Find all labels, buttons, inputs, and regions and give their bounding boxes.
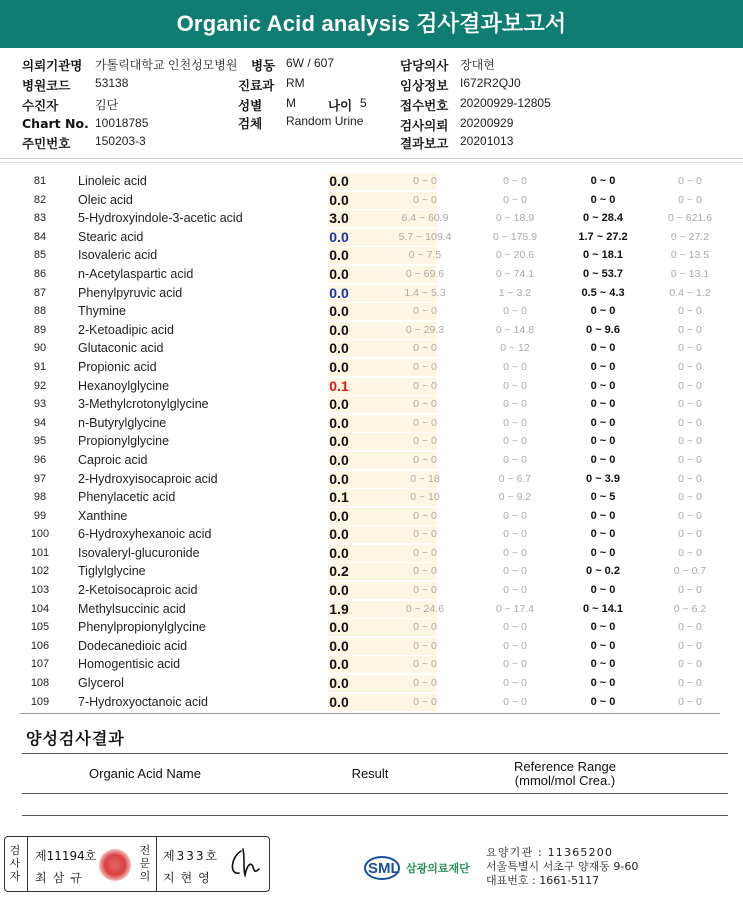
row-number: 105 bbox=[30, 621, 50, 634]
table-rule bbox=[22, 815, 728, 816]
reference-range-2: 0 ~ 0 bbox=[503, 193, 527, 206]
acid-result: 0.0 bbox=[329, 526, 349, 543]
reference-range-4: 0 ~ 0 bbox=[678, 379, 702, 392]
reference-range-2: 0 ~ 0 bbox=[503, 175, 527, 187]
acid-result: 0.0 bbox=[329, 284, 349, 301]
table-row bbox=[20, 377, 743, 396]
reference-range-4: 0 ~ 0 bbox=[678, 435, 702, 448]
reference-range-1: 0 ~ 0 bbox=[413, 677, 437, 690]
reference-range-3: 0 ~ 5 bbox=[590, 491, 616, 504]
row-number: 81 bbox=[33, 175, 47, 187]
reference-range-4: 0 ~ 13.1 bbox=[670, 267, 710, 280]
table-row bbox=[20, 172, 743, 191]
acid-name: Caproic acid bbox=[78, 452, 148, 467]
table-row bbox=[20, 637, 743, 656]
reception-label: 접수번호 bbox=[400, 98, 449, 113]
reference-range-2: 0 ~ 0 bbox=[503, 677, 527, 690]
reference-range-4: 0 ~ 0.7 bbox=[673, 565, 707, 578]
reference-range-3: 0 ~ 0 bbox=[590, 435, 616, 448]
table-row bbox=[20, 358, 743, 377]
col-header-name: Organic Acid Name bbox=[89, 766, 201, 781]
row-number: 93 bbox=[33, 398, 47, 411]
reference-range-1: 0 ~ 10 bbox=[410, 491, 440, 504]
reference-range-2: 0 ~ 18.9 bbox=[495, 212, 535, 225]
row-number: 107 bbox=[30, 658, 50, 671]
ward-label: 병동 bbox=[251, 58, 276, 73]
reference-range-1: 5.7 ~ 109.4 bbox=[398, 230, 452, 243]
acid-result: 0.0 bbox=[329, 265, 349, 282]
reference-range-2: 0 ~ 0 bbox=[503, 379, 527, 392]
reference-range-2: 0 ~ 12 bbox=[500, 342, 530, 355]
row-number: 97 bbox=[33, 472, 47, 485]
acid-result: 0.0 bbox=[329, 303, 349, 320]
acid-name: 2-Ketoisocaproic acid bbox=[78, 583, 198, 598]
reference-range-2: 0 ~ 14.8 bbox=[495, 323, 535, 336]
reference-range-3: 0 ~ 3.9 bbox=[586, 472, 620, 485]
row-number: 89 bbox=[33, 323, 47, 336]
reference-range-4: 0 ~ 0 bbox=[678, 453, 702, 466]
reference-range-3: 0 ~ 0 bbox=[590, 509, 616, 522]
acid-name: 6-Hydroxyhexanoic acid bbox=[78, 527, 212, 542]
table-row bbox=[20, 507, 743, 526]
institution-value: 가톨릭대학교 인천성모병원 bbox=[95, 58, 238, 72]
acid-name: Phenylpyruvic acid bbox=[78, 285, 183, 300]
reference-range-1: 0 ~ 0 bbox=[413, 695, 437, 708]
reference-range-3: 0 ~ 0 bbox=[590, 658, 616, 671]
reference-range-2: 0 ~ 74.1 bbox=[495, 267, 535, 280]
hospital-code-value: 53138 bbox=[95, 76, 129, 90]
department-label: 진료과 bbox=[238, 78, 275, 93]
acid-name: Dodecanedioic acid bbox=[78, 638, 188, 653]
reference-range-2: 0 ~ 0 bbox=[503, 621, 527, 634]
table-row bbox=[20, 600, 743, 619]
age-value: 5 bbox=[360, 96, 367, 110]
reference-range-3: 0 ~ 53.7 bbox=[582, 267, 624, 280]
col-header-reference-line1: Reference Range bbox=[514, 759, 616, 774]
chart-no-label: Chart No. bbox=[22, 116, 89, 131]
reference-range-1: 0 ~ 0 bbox=[413, 565, 437, 578]
reference-range-4: 0 ~ 0 bbox=[678, 509, 702, 522]
reception-value: 20200929-12805 bbox=[460, 96, 551, 110]
col-header-reference bbox=[490, 760, 640, 788]
acid-name: n-Acetylaspartic acid bbox=[78, 266, 194, 281]
acid-result: 0.0 bbox=[329, 173, 349, 189]
acid-name: Thymine bbox=[78, 304, 126, 319]
signature-icon bbox=[227, 845, 263, 881]
acid-result: 0.1 bbox=[329, 377, 349, 394]
reference-range-4: 0 ~ 0 bbox=[678, 546, 702, 559]
reference-range-2: 0 ~ 0 bbox=[503, 546, 527, 559]
col-header-result: Result bbox=[351, 766, 389, 781]
reference-range-4: 0 ~ 0 bbox=[678, 658, 702, 671]
report-title: Organic Acid analysis 검사결과보고서 bbox=[176, 11, 567, 36]
patient-info bbox=[0, 56, 743, 156]
acid-result: 0.0 bbox=[329, 358, 349, 375]
signature-box bbox=[4, 836, 270, 892]
hospital-code-label: 병원코드 bbox=[22, 78, 71, 93]
org-contact bbox=[486, 846, 638, 888]
tester-name: 최삼규 bbox=[35, 871, 88, 885]
acid-name: Oleic acid bbox=[78, 192, 133, 207]
doctor-label: 담당의사 bbox=[400, 58, 449, 73]
reference-range-4: 0 ~ 0 bbox=[678, 472, 702, 485]
row-number: 109 bbox=[30, 695, 50, 708]
table-row bbox=[20, 302, 743, 321]
reference-range-4: 0 ~ 0 bbox=[678, 342, 702, 355]
table-row bbox=[20, 209, 743, 228]
reference-range-3: 0 ~ 28.4 bbox=[582, 212, 624, 225]
reference-range-4: 0 ~ 0 bbox=[678, 398, 702, 411]
reference-range-2: 0 ~ 20.6 bbox=[495, 249, 535, 262]
reference-range-3: 0 ~ 18.1 bbox=[582, 249, 624, 262]
reference-range-1: 0 ~ 0 bbox=[413, 193, 437, 206]
row-number: 86 bbox=[33, 267, 47, 280]
reference-range-4: 0 ~ 0 bbox=[678, 528, 702, 541]
reference-range-1: 0 ~ 0 bbox=[413, 398, 437, 411]
specimen-label: 검체 bbox=[238, 116, 263, 131]
row-number: 90 bbox=[33, 342, 47, 355]
table-row bbox=[20, 581, 743, 600]
reference-range-4: 0 ~ 621.6 bbox=[667, 212, 713, 225]
acid-result: 0.1 bbox=[329, 489, 349, 506]
acid-result: 0.0 bbox=[329, 656, 349, 673]
reference-range-1: 0 ~ 7.5 bbox=[408, 249, 442, 262]
reference-range-4: 0 ~ 6.2 bbox=[673, 602, 707, 615]
reference-range-1: 0 ~ 0 bbox=[413, 509, 437, 522]
tester-license-no: 제11194호 bbox=[35, 849, 97, 863]
reference-range-1: 0 ~ 0 bbox=[413, 435, 437, 448]
table-row bbox=[20, 562, 743, 581]
age-label: 나이 bbox=[328, 98, 353, 113]
row-number: 96 bbox=[33, 453, 47, 466]
table-row bbox=[20, 488, 743, 507]
acid-name: Propionic acid bbox=[78, 359, 157, 374]
acid-result: 0.0 bbox=[329, 507, 349, 524]
row-number: 102 bbox=[30, 565, 50, 578]
table-row bbox=[20, 246, 743, 265]
table-row bbox=[20, 414, 743, 433]
reference-range-2: 0 ~ 0 bbox=[503, 528, 527, 541]
table-row bbox=[20, 618, 743, 637]
reference-range-4: 0 ~ 0 bbox=[678, 695, 702, 708]
acid-result: 1.9 bbox=[329, 600, 349, 617]
reference-range-4: 0 ~ 0 bbox=[678, 323, 702, 336]
reference-range-2: 0 ~ 0 bbox=[503, 305, 527, 318]
reference-range-1: 0 ~ 0 bbox=[413, 453, 437, 466]
row-number: 87 bbox=[33, 286, 47, 299]
acid-result: 0.0 bbox=[329, 191, 349, 208]
acid-result: 0.0 bbox=[329, 247, 349, 264]
org-code: 요양기관 : 11365200 bbox=[486, 846, 614, 859]
department-value: RM bbox=[286, 76, 305, 90]
acid-name: 3-Methylcrotonylglycine bbox=[78, 397, 209, 412]
reference-range-4: 0 ~ 0 bbox=[678, 677, 702, 690]
col-header-reference-line2: (mmol/mol Crea.) bbox=[514, 773, 616, 788]
acid-name: Phenylacetic acid bbox=[78, 490, 176, 505]
reference-range-1: 0 ~ 0 bbox=[413, 175, 437, 187]
tester-label: 검 사 자 bbox=[9, 844, 21, 883]
acid-result: 0.0 bbox=[329, 637, 349, 654]
reference-range-3: 0 ~ 0 bbox=[590, 398, 616, 411]
acid-name: 2-Ketoadipic acid bbox=[78, 322, 174, 337]
reference-range-3: 0 ~ 0 bbox=[590, 528, 616, 541]
report-date-value: 20201013 bbox=[460, 134, 514, 148]
org-logo-text: SML bbox=[368, 860, 400, 877]
table-row bbox=[20, 432, 743, 451]
acid-result: 3.0 bbox=[329, 210, 349, 227]
row-number: 101 bbox=[30, 546, 50, 559]
reference-range-3: 0 ~ 0 bbox=[590, 416, 616, 429]
org-phone: 대표번호 : 1661-5117 bbox=[486, 874, 600, 887]
acid-name: Methylsuccinic acid bbox=[78, 601, 186, 616]
acid-result: 0.0 bbox=[329, 619, 349, 636]
acid-name: 2-Hydroxyisocaproic acid bbox=[78, 471, 218, 486]
reference-range-4: 0 ~ 0 bbox=[678, 639, 702, 652]
ward-value: 6W / 607 bbox=[286, 56, 335, 70]
reference-range-2: 0 ~ 0 bbox=[503, 509, 527, 522]
reference-range-3: 0 ~ 0 bbox=[590, 639, 616, 652]
row-number: 108 bbox=[30, 677, 50, 690]
reference-range-1: 0 ~ 0 bbox=[413, 546, 437, 559]
row-number: 84 bbox=[33, 230, 47, 243]
table-row bbox=[20, 693, 743, 712]
clinical-value: I672R2QJ0 bbox=[460, 76, 521, 90]
acid-result: 0.0 bbox=[329, 470, 349, 487]
chart-no-value: 10018785 bbox=[95, 116, 149, 130]
reference-range-2: 0 ~ 17.4 bbox=[495, 602, 535, 615]
reference-range-3: 0 ~ 0 bbox=[590, 379, 616, 392]
request-label: 검사의뢰 bbox=[400, 118, 449, 133]
acid-name: Glutaconic acid bbox=[78, 341, 164, 356]
reference-range-4: 0 ~ 27.2 bbox=[670, 230, 710, 243]
acid-name: Hexanoylglycine bbox=[78, 378, 170, 393]
approver-label: 전 문 의 bbox=[139, 844, 151, 883]
acid-result: 0.0 bbox=[329, 228, 349, 245]
reference-range-3: 0 ~ 0 bbox=[590, 193, 616, 206]
request-value: 20200929 bbox=[460, 116, 514, 130]
reference-range-4: 0 ~ 0 bbox=[678, 305, 702, 318]
seal-stamp-icon bbox=[99, 849, 131, 881]
table-row bbox=[20, 191, 743, 210]
acid-name: Glycerol bbox=[78, 676, 124, 691]
acid-result: 0.0 bbox=[329, 414, 349, 431]
reference-range-3: 0 ~ 0 bbox=[590, 695, 616, 708]
report-header bbox=[0, 0, 743, 48]
patient-value: 김단 bbox=[95, 98, 119, 112]
positive-results-title: 양성검사결과 bbox=[26, 729, 125, 748]
report-date-label: 결과보고 bbox=[400, 136, 449, 151]
divider bbox=[156, 837, 157, 891]
reference-range-2: 0 ~ 0 bbox=[503, 584, 527, 597]
acid-name: Phenylpropionylglycine bbox=[78, 620, 206, 635]
reference-range-1: 0 ~ 0 bbox=[413, 584, 437, 597]
approver-license-no: 제333호 bbox=[163, 849, 220, 863]
reference-range-2: 0 ~ 175.9 bbox=[492, 230, 538, 243]
acid-result: 0.0 bbox=[329, 451, 349, 468]
table-row bbox=[20, 544, 743, 563]
table-row bbox=[20, 470, 743, 489]
row-number: 91 bbox=[33, 360, 47, 373]
table-row bbox=[20, 284, 743, 303]
reference-range-1: 0 ~ 0 bbox=[413, 528, 437, 541]
row-number: 103 bbox=[30, 584, 50, 597]
reference-range-1: 0 ~ 0 bbox=[413, 658, 437, 671]
reference-range-3: 0 ~ 0 bbox=[590, 305, 616, 318]
acid-result: 0.0 bbox=[329, 675, 349, 692]
specimen-value: Random Urine bbox=[286, 114, 364, 128]
table-row bbox=[20, 525, 743, 544]
reference-range-3: 0 ~ 0 bbox=[590, 175, 616, 187]
reference-range-1: 0 ~ 0 bbox=[413, 360, 437, 373]
acid-result: 0.0 bbox=[329, 321, 349, 338]
table-row bbox=[20, 395, 743, 414]
reference-range-1: 0 ~ 0 bbox=[413, 621, 437, 634]
acid-result: 0.0 bbox=[329, 433, 349, 450]
reference-range-4: 0 ~ 0 bbox=[678, 416, 702, 429]
reference-range-2: 0 ~ 9.2 bbox=[498, 491, 532, 504]
row-number: 98 bbox=[33, 491, 47, 504]
acid-name: 7-Hydroxyoctanoic acid bbox=[78, 694, 208, 709]
row-number: 106 bbox=[30, 639, 50, 652]
row-number: 82 bbox=[33, 193, 47, 206]
table-row bbox=[20, 655, 743, 674]
table-rule bbox=[22, 793, 728, 794]
reference-range-4: 0 ~ 0 bbox=[678, 193, 702, 206]
org-name: 삼광의료재단 bbox=[406, 862, 470, 875]
acid-result: 0.0 bbox=[329, 693, 349, 710]
row-number: 100 bbox=[30, 528, 50, 541]
reference-range-1: 0 ~ 69.6 bbox=[405, 267, 445, 280]
acid-result: 0.0 bbox=[329, 544, 349, 561]
reference-range-1: 6.4 ~ 60.9 bbox=[401, 212, 449, 225]
acid-name: Tiglylglycine bbox=[78, 564, 146, 579]
clinical-label: 임상정보 bbox=[400, 78, 449, 93]
reference-range-2: 0 ~ 0 bbox=[503, 435, 527, 448]
row-number: 85 bbox=[33, 249, 47, 262]
acid-result: 0.0 bbox=[329, 340, 349, 357]
acid-result: 0.0 bbox=[329, 582, 349, 599]
doctor-value: 장대현 bbox=[460, 58, 495, 72]
reference-range-2: 0 ~ 0 bbox=[503, 695, 527, 708]
reference-range-4: 0 ~ 0 bbox=[678, 491, 702, 504]
reference-range-4: 0 ~ 0 bbox=[678, 584, 702, 597]
reference-range-4: 0 ~ 0 bbox=[678, 360, 702, 373]
reference-range-2: 0 ~ 6.7 bbox=[498, 472, 532, 485]
table-row bbox=[20, 265, 743, 284]
table-row bbox=[20, 339, 743, 358]
divider bbox=[27, 837, 28, 891]
table-row bbox=[20, 228, 743, 247]
table-rule bbox=[22, 753, 728, 754]
reference-range-2: 1 ~ 3.2 bbox=[498, 286, 532, 299]
reference-range-4: 0 ~ 0 bbox=[678, 175, 702, 187]
reference-range-1: 0 ~ 0 bbox=[413, 379, 437, 392]
row-number: 88 bbox=[33, 305, 47, 318]
acid-result: 0.2 bbox=[329, 563, 349, 580]
resident-id-value: 150203-3 bbox=[95, 134, 146, 148]
table-row bbox=[20, 321, 743, 340]
reference-range-3: 0 ~ 0 bbox=[590, 621, 616, 634]
divider bbox=[0, 162, 743, 163]
reference-range-3: 0 ~ 0 bbox=[590, 677, 616, 690]
reference-range-3: 0 ~ 9.6 bbox=[586, 323, 620, 336]
reference-range-1: 1.4 ~ 5.3 bbox=[404, 286, 446, 299]
approver-name: 지현영 bbox=[163, 871, 216, 885]
table-row bbox=[20, 451, 743, 470]
row-number: 92 bbox=[33, 379, 47, 392]
reference-range-2: 0 ~ 0 bbox=[503, 360, 527, 373]
reference-range-2: 0 ~ 0 bbox=[503, 416, 527, 429]
reference-range-3: 0 ~ 0 bbox=[590, 453, 616, 466]
sml-logo-icon bbox=[364, 848, 484, 888]
reference-range-1: 0 ~ 0 bbox=[413, 416, 437, 429]
patient-label: 수진자 bbox=[22, 98, 59, 113]
acid-name: Isovaleryl-glucuronide bbox=[78, 545, 200, 560]
acid-name: Xanthine bbox=[78, 508, 128, 523]
institution-label: 의뢰기관명 bbox=[22, 58, 83, 73]
reference-range-2: 0 ~ 0 bbox=[503, 453, 527, 466]
reference-range-3: 0 ~ 0 bbox=[590, 360, 616, 373]
reference-range-1: 0 ~ 29.3 bbox=[405, 323, 445, 336]
reference-range-3: 0 ~ 0.2 bbox=[586, 565, 620, 578]
acid-name: 5-Hydroxyindole-3-acetic acid bbox=[78, 211, 243, 226]
reference-range-3: 0 ~ 0 bbox=[590, 342, 616, 355]
sex-value: M bbox=[286, 96, 296, 110]
row-number: 94 bbox=[33, 416, 47, 429]
acid-name: Stearic acid bbox=[78, 229, 144, 244]
reference-range-4: 0 ~ 13.5 bbox=[670, 249, 710, 262]
reference-range-3: 0 ~ 14.1 bbox=[582, 602, 624, 615]
acid-name: Homogentisic acid bbox=[78, 657, 181, 672]
row-number: 104 bbox=[30, 602, 50, 615]
reference-range-2: 0 ~ 0 bbox=[503, 658, 527, 671]
acid-name: Propionylglycine bbox=[78, 434, 170, 449]
row-number: 95 bbox=[33, 435, 47, 448]
divider bbox=[0, 158, 743, 159]
reference-range-2: 0 ~ 0 bbox=[503, 398, 527, 411]
acid-name: Isovaleric acid bbox=[78, 248, 158, 263]
reference-range-1: 0 ~ 0 bbox=[413, 639, 437, 652]
resident-id-label: 주민번호 bbox=[22, 136, 71, 151]
reference-range-3: 0.5 ~ 4.3 bbox=[581, 286, 625, 299]
reference-range-1: 0 ~ 24.6 bbox=[405, 602, 445, 615]
reference-range-1: 0 ~ 0 bbox=[413, 305, 437, 318]
reference-range-2: 0 ~ 0 bbox=[503, 565, 527, 578]
reference-range-1: 0 ~ 18 bbox=[410, 472, 440, 485]
table-row bbox=[20, 674, 743, 693]
acid-name: Linoleic acid bbox=[78, 174, 147, 188]
row-number: 83 bbox=[33, 212, 47, 225]
org-address: 서울특별시 서초구 양재동 9-60 bbox=[486, 860, 639, 873]
reference-range-4: 0 ~ 0 bbox=[678, 621, 702, 634]
reference-range-3: 0 ~ 0 bbox=[590, 546, 616, 559]
reference-range-4: 0.4 ~ 1.2 bbox=[669, 286, 711, 299]
sex-label: 성별 bbox=[238, 98, 263, 113]
acid-name: n-Butyrylglycine bbox=[78, 415, 167, 430]
reference-range-3: 0 ~ 0 bbox=[590, 584, 616, 597]
reference-range-1: 0 ~ 0 bbox=[413, 342, 437, 355]
results-list bbox=[20, 172, 743, 711]
acid-result: 0.0 bbox=[329, 396, 349, 413]
row-number: 99 bbox=[33, 509, 47, 522]
reference-range-2: 0 ~ 0 bbox=[503, 639, 527, 652]
results-divider bbox=[20, 713, 720, 714]
reference-range-3: 1.7 ~ 27.2 bbox=[578, 230, 628, 243]
